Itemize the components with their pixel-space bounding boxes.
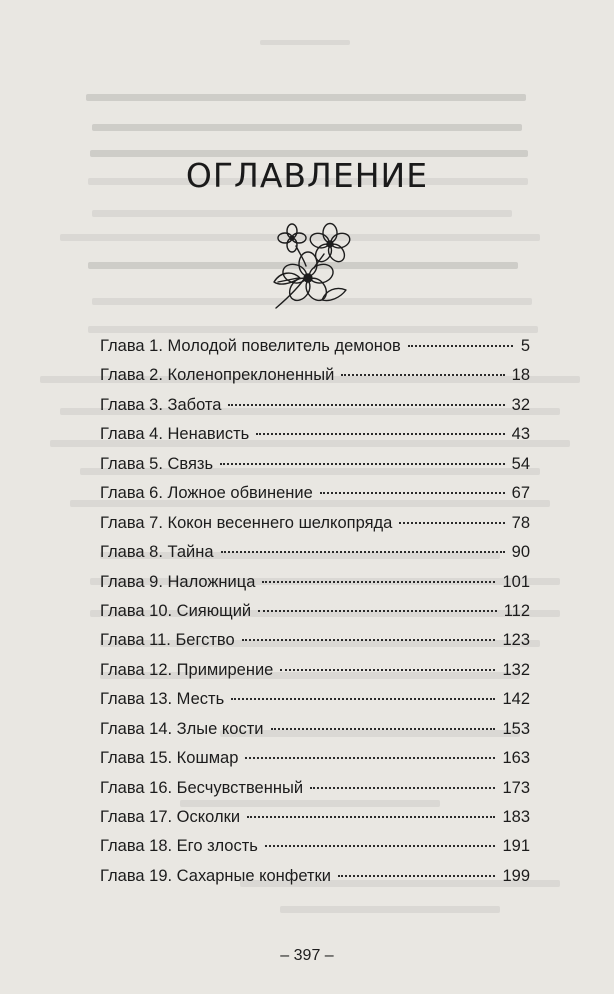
chapter-title: Глава 6. Ложное обвинение	[100, 484, 313, 503]
dot-leader	[408, 345, 513, 347]
toc-entry[interactable]	[100, 837, 530, 866]
table-of-contents	[100, 337, 530, 896]
chapter-title: Глава 16. Бесчувственный	[100, 778, 304, 797]
flower-icon	[266, 216, 356, 312]
chapter-page-number: 199	[502, 866, 530, 885]
chapter-page-number: 132	[502, 660, 530, 679]
dot-leader	[256, 433, 504, 435]
chapter-title: Глава 12. Примирение	[100, 660, 274, 679]
dot-leader	[221, 551, 505, 553]
toc-entry[interactable]	[100, 455, 530, 484]
dot-leader	[258, 610, 497, 612]
chapter-title: Глава 4. Ненависть	[100, 425, 250, 444]
toc-entry[interactable]	[100, 337, 530, 366]
chapter-page-number: 32	[511, 395, 530, 414]
dot-leader	[220, 463, 505, 465]
toc-entry[interactable]	[100, 867, 530, 896]
chapter-title: Глава 18. Его злость	[100, 837, 258, 856]
dot-leader	[265, 845, 496, 847]
dot-leader	[341, 374, 504, 376]
chapter-title: Глава 1. Молодой повелитель демонов	[100, 337, 401, 355]
chapter-title: Глава 9. Наложница	[100, 572, 256, 591]
toc-entry[interactable]	[100, 808, 530, 837]
toc-entry[interactable]	[100, 514, 530, 543]
toc-entry[interactable]	[100, 484, 530, 513]
chapter-page-number: 173	[502, 778, 530, 797]
dot-leader	[228, 404, 504, 406]
chapter-page-number: 67	[511, 484, 530, 503]
chapter-page-number: 43	[511, 425, 530, 444]
toc-entry[interactable]	[100, 631, 530, 660]
chapter-title: Глава 17. Осколки	[100, 808, 241, 826]
dot-leader	[231, 698, 495, 700]
chapter-page-number: 163	[502, 749, 530, 768]
dot-leader	[399, 522, 504, 524]
toc-entry[interactable]	[100, 749, 530, 778]
toc-entry[interactable]	[100, 543, 530, 572]
chapter-page-number: 5	[520, 337, 530, 355]
dot-leader	[338, 875, 495, 877]
dot-leader	[280, 669, 495, 671]
dot-leader	[245, 757, 495, 759]
chapter-page-number: 18	[511, 366, 530, 385]
chapter-title: Глава 14. Злые кости	[100, 719, 264, 738]
chapter-page-number: 183	[502, 808, 530, 826]
dot-leader	[262, 581, 495, 583]
chapter-page-number: 101	[502, 572, 530, 591]
chapter-page-number: 90	[511, 543, 530, 562]
chapter-title: Глава 2. Коленопреклоненный	[100, 366, 335, 385]
chapter-page-number: 142	[502, 690, 530, 709]
dot-leader	[320, 492, 505, 494]
chapter-page-number: 191	[502, 837, 530, 856]
chapter-page-number: 112	[503, 601, 530, 620]
page-number: – 397 –	[280, 947, 334, 964]
toc-entry[interactable]	[100, 425, 530, 454]
chapter-title: Глава 10. Сияющий	[100, 601, 252, 620]
chapter-page-number: 123	[502, 631, 530, 650]
dot-leader	[271, 728, 496, 730]
toc-entry[interactable]	[100, 690, 530, 719]
chapter-title: Глава 13. Месть	[100, 690, 225, 709]
chapter-title: Глава 19. Сахарные конфетки	[100, 866, 331, 885]
page-title: ОГЛАВЛЕНИЕ	[185, 156, 429, 195]
chapter-title: Глава 3. Забота	[100, 395, 222, 414]
chapter-title: Глава 11. Бегство	[100, 631, 235, 650]
chapter-page-number: 78	[511, 513, 530, 532]
chapter-page-number: 153	[502, 719, 530, 738]
chapter-title: Глава 15. Кошмар	[100, 749, 239, 768]
dot-leader	[310, 787, 495, 789]
toc-entry[interactable]	[100, 396, 530, 425]
toc-entry[interactable]	[100, 720, 530, 749]
chapter-title: Глава 7. Кокон весеннего шелкопряда	[100, 513, 393, 532]
chapter-title: Глава 8. Тайна	[100, 543, 214, 562]
toc-entry[interactable]	[100, 779, 530, 808]
toc-entry[interactable]	[100, 661, 530, 690]
chapter-page-number: 54	[511, 454, 530, 473]
dot-leader	[247, 816, 495, 818]
toc-entry[interactable]	[100, 366, 530, 395]
dot-leader	[242, 639, 496, 641]
toc-entry[interactable]	[100, 573, 530, 602]
chapter-title: Глава 5. Связь	[100, 454, 214, 473]
toc-entry[interactable]	[100, 602, 530, 631]
